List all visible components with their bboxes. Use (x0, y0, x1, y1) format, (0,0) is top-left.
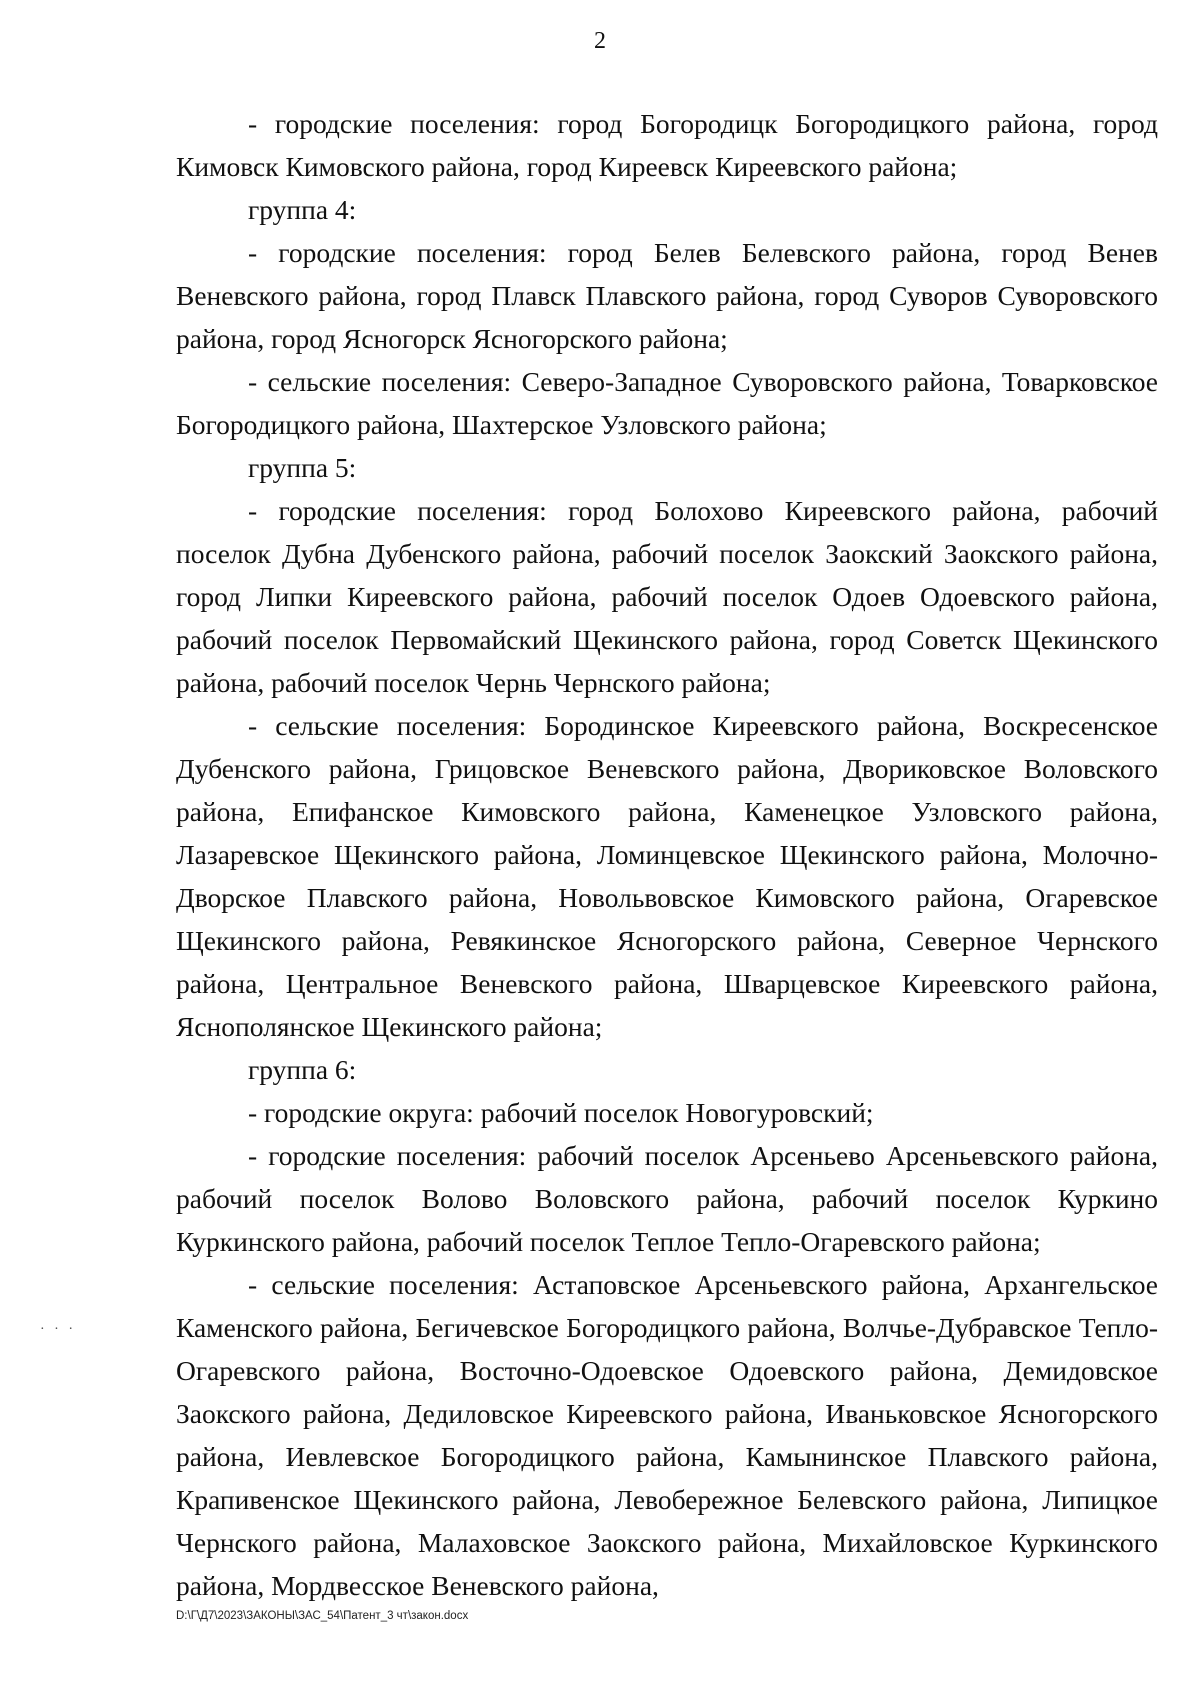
paragraph: - городские поселения: город Белев Белевского района, город Венев Веневского района, город Плавск Плавского района, город Суворов Суворовского района, город Ясногорск Ясногорского района; (176, 237, 1158, 354)
paragraph: - городские поселения: город Богородицк Богородицкого района, город Кимовск Кимовского района, город Киреевск Киреевского района; (176, 108, 1158, 182)
paragraph: - городские поселения: рабочий поселок Арсеньево Арсеньевского района, рабочий поселок Волово Воловского района, рабочий поселок Куркино Куркинского района, рабочий поселок Теплое Тепло-Огаревского района; (176, 1140, 1158, 1257)
paragraph: - городские округа: рабочий поселок Новогуровский; (248, 1097, 874, 1128)
page-number: 2 (594, 28, 606, 54)
paragraph: - городские поселения: город Болохово Киреевского района, рабочий поселок Дубна Дубенского района, рабочий поселок Заокский Заокского района, город Липки Киреевского района, рабочий поселок Одоев Одоевского района, рабочий поселок Первомайский Щекинского района, город Советск Щекинского района, рабочий поселок Чернь Чернского района; (176, 495, 1158, 698)
scan-artifact: · · · (40, 1322, 76, 1337)
document-body (176, 102, 1158, 1607)
paragraph: группа 6: (248, 1054, 357, 1085)
paragraph: - сельские поселения: Астаповское Арсеньевского района, Архангельское Каменского района, Бегичевское Богородицкого района, Волчье-Дубравское Тепло-Огаревского района, Восточно-Одоевское Одоевского района, Демидовское Заокского района, Дедиловское Киреевского района, Иваньковское Ясногорского района, Иевлевское Богородицкого района, Камынинское Плавского района, Крапивенское Щекинского района, Левобережное Белевского района, Липицкое Чернского района, Малаховское Заокского района, Михайловское Куркинского района, Мордвесское Веневского района, (176, 1269, 1158, 1601)
paragraph: группа 4: (248, 194, 357, 225)
footer-file-path: D:\Г\Д7\2023\ЗАКОНЫ\ЗАС_54\Патент_3 чт\закон.docx (176, 1610, 469, 1622)
paragraph: - сельские поселения: Северо-Западное Суворовского района, Товарковское Богородицкого района, Шахтерское Узловского района; (176, 366, 1158, 440)
paragraph: группа 5: (248, 452, 357, 483)
paragraph: - сельские поселения: Бородинское Киреевского района, Воскресенское Дубенского района, Грицовское Веневского района, Двориковское Воловского района, Епифанское Кимовского района, Каменецкое Узловского района, Лазаревское Щекинского района, Ломинцевское Щекинского района, Молочно-Дворское Плавского района, Новольвовское Кимовского района, Огаревское Щекинского района, Ревякинское Ясногорского района, Северное Чернского района, Центральное Веневского района, Шварцевское Киреевского района, Яснополянское Щекинского района; (176, 710, 1158, 1042)
